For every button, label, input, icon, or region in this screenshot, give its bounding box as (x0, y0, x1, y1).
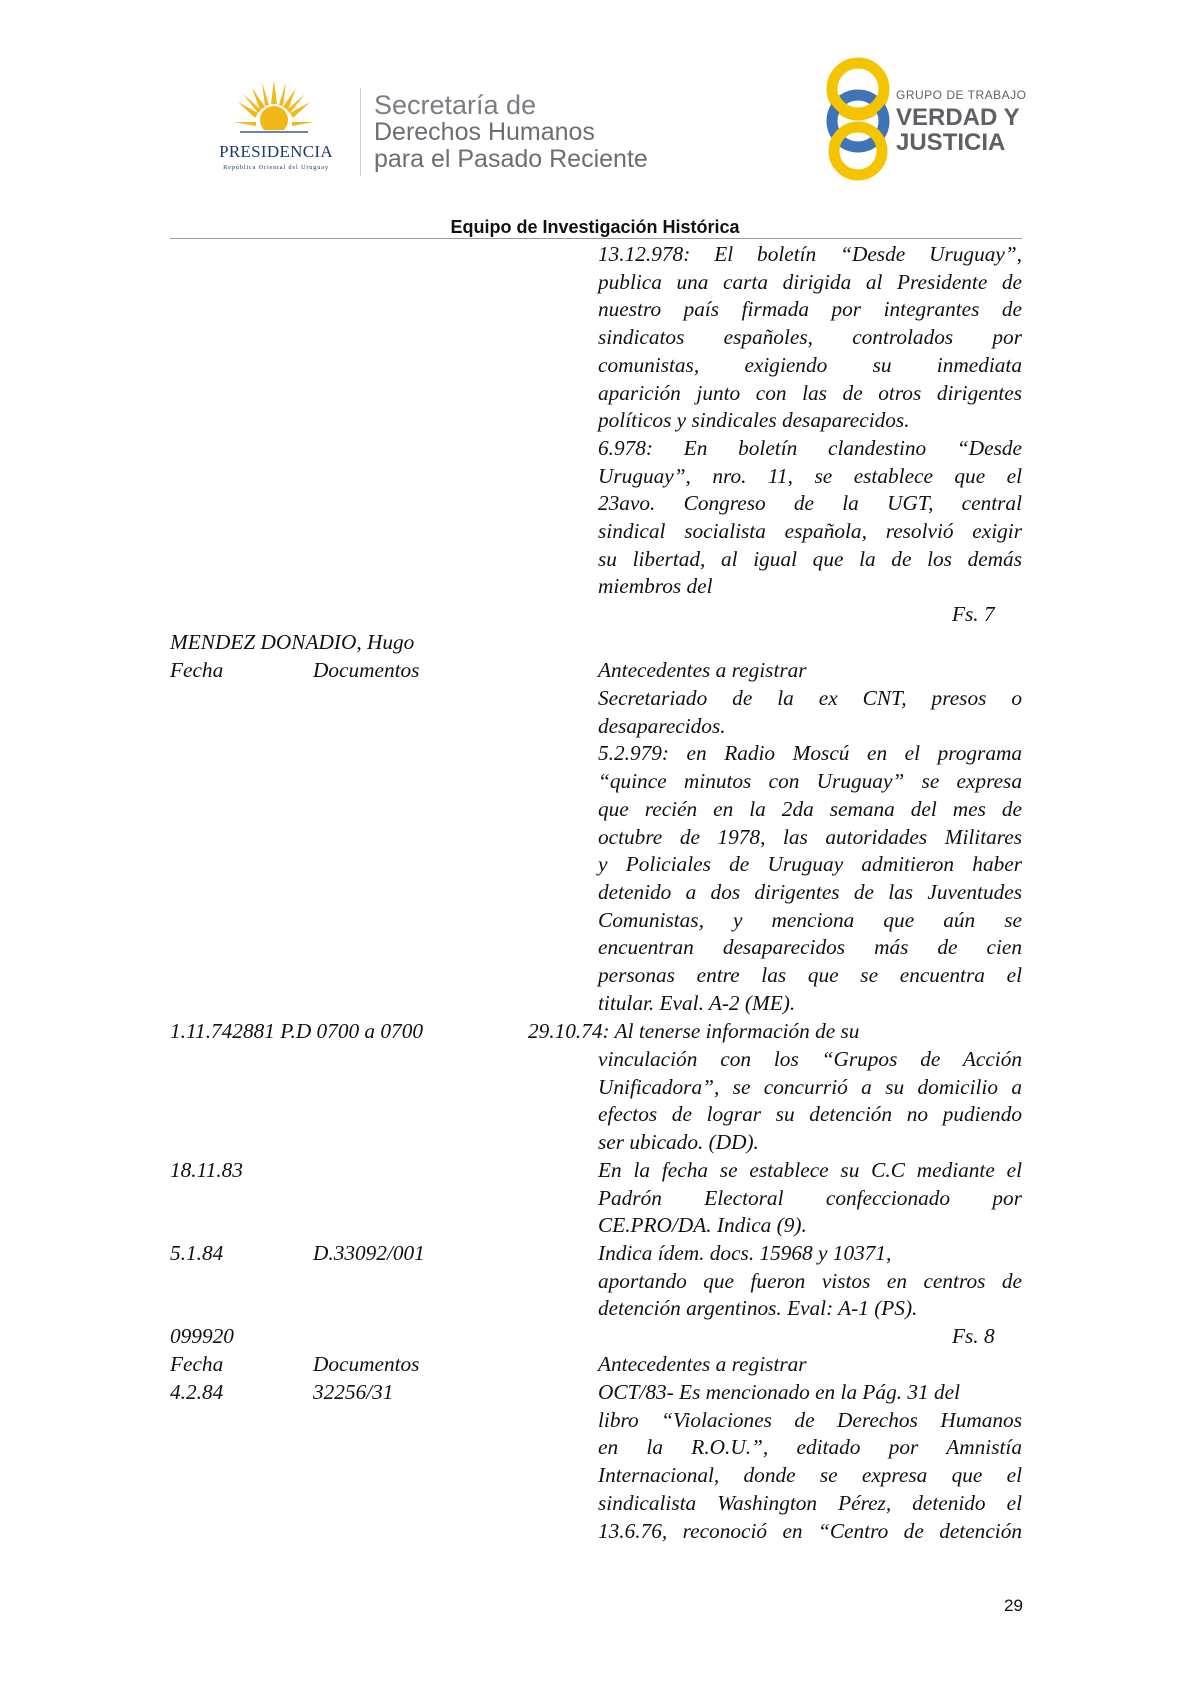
text-line: aportando que fueron vistos en centros de (598, 1268, 1022, 1293)
text-line: Comunistas, y menciona que aún se (598, 907, 1022, 932)
secretaria-line-2: Derechos Humanos (374, 118, 595, 146)
text-line: 13.12.978: El boletín “Desde Uruguay”, (598, 242, 1022, 266)
text-line: sindical socialista española, resolvió exigir (598, 519, 1022, 544)
column-header-fecha: Fecha (170, 658, 224, 682)
entry-fecha: 5.1.84 (170, 1241, 224, 1265)
antecedentes-entry-3 (598, 1240, 1022, 1323)
text-line: personas entre las que se encuentra el (598, 963, 1022, 988)
text-line: 23avo. Congreso de la UGT, central (598, 491, 1022, 516)
text-line: aparición junto con las de otros dirigentes (598, 380, 1022, 405)
text-line: En la fecha se establece su C.C mediante el (598, 1158, 1022, 1182)
gvj-line-1: GRUPO DE TRABAJO (896, 88, 1027, 102)
entry-documento: 32256/31 (313, 1380, 394, 1404)
text-line: Internacional, donde se expresa que el (598, 1463, 1022, 1488)
text-line: nuestro país firmada por integrantes de (598, 297, 1022, 322)
secretaria-logo-text (374, 92, 648, 173)
text-line: octubre de 1978, las autoridades Militares (598, 824, 1022, 849)
column-header-documentos: Documentos (313, 658, 420, 682)
secretaria-line-3: para el Pasado Reciente (374, 145, 648, 173)
gvj-line-2: VERDAD Y (896, 104, 1020, 131)
text-line: encuentran desaparecidos más de cien (598, 935, 1022, 960)
text-line: sindicatos españoles, controlados por (598, 325, 1022, 350)
column-header-fecha: Fecha (170, 1352, 224, 1376)
text-line: detenido a dos dirigentes de las Juventudes (598, 879, 1022, 904)
text-line: libro “Violaciones de Derechos Humanos (598, 1407, 1022, 1432)
antecedentes-block-2 (598, 685, 1022, 1017)
antecedentes-entry-1 (598, 1046, 1022, 1157)
column-header-antecedentes: Antecedentes a registrar (598, 1352, 807, 1376)
gvj-line-3: JUSTICIA (896, 129, 1006, 156)
text-line: ser ubicado. (DD). (598, 1130, 759, 1155)
antecedentes-block-1 (598, 241, 1022, 601)
text-line: titular. Eval. A-2 (ME). (598, 990, 796, 1015)
text-line: políticos y sindicales desaparecidos. (598, 408, 910, 433)
text-line: CE.PRO/DA. Indica (9). (598, 1213, 807, 1238)
text-line: OCT/83- Es mencionado en la Pág. 31 del (598, 1380, 961, 1404)
text-line: Uruguay”, nro. 11, se establece que el (598, 463, 1022, 488)
folio-number: Fs. 7 (952, 602, 995, 626)
text-line: 5.2.979: en Radio Moscú en el programa (598, 741, 1022, 766)
text-line: efectos de lograr su detención no pudiendo (598, 1102, 1022, 1127)
text-line: detención argentinos. Eval: A-1 (PS). (598, 1296, 918, 1321)
column-header-antecedentes: Antecedentes a registrar (598, 658, 807, 682)
presidencia-logo (196, 80, 356, 176)
entry-documento: D.33092/001 (313, 1241, 425, 1265)
header-divider (360, 88, 361, 176)
text-line: publica una carta dirigida al Presidente de (598, 269, 1022, 294)
entry-fecha: 18.11.83 (170, 1158, 243, 1182)
antecedentes-entry-4 (598, 1379, 1022, 1545)
antecedentes-entry-2 (598, 1157, 1022, 1240)
person-name: MENDEZ DONADIO, Hugo (170, 630, 415, 654)
header-rule (170, 238, 1022, 239)
presidencia-name: PRESIDENCIA (219, 142, 333, 161)
text-line: y Policiales de Uruguay admitieron haber (598, 852, 1022, 877)
verdad-justicia-text (896, 88, 1026, 155)
text-line: en la R.O.U.”, editado por Amnistía (598, 1435, 1022, 1460)
entry-fecha-documento: 1.11.742881 P.D 0700 a 0700 (170, 1019, 424, 1043)
text-line: comunistas, exigiendo su inmediata (598, 352, 1022, 377)
text-line: vinculación con los “Grupos de Acción (598, 1047, 1022, 1071)
page-number: 29 (1004, 1596, 1023, 1615)
text-line: Padrón Electoral confeccionado por (598, 1185, 1022, 1210)
text-line: su libertad, al igual que la de los demás (598, 546, 1022, 571)
entry-fecha: 4.2.84 (170, 1380, 224, 1404)
entry-first-line: 29.10.74: Al tenerse información de su (528, 1019, 860, 1043)
column-header-documentos: Documentos (313, 1352, 420, 1376)
file-id: 099920 (170, 1324, 234, 1348)
secretaria-line-1: Secretaría de (374, 90, 537, 120)
sun-icon (234, 80, 314, 144)
text-line: 13.6.76, reconoció en “Centro de detención (598, 1518, 1022, 1543)
text-line: que recién en la 2da semana del mes de (598, 796, 1022, 821)
text-line: 6.978: En boletín clandestino “Desde (598, 435, 1022, 460)
text-line: “quince minutos con Uruguay” se expresa (598, 769, 1022, 794)
folio-number: Fs. 8 (952, 1324, 995, 1348)
presidencia-subtitle: República Oriental del Uruguay (223, 164, 329, 171)
text-line: Secretariado de la ex CNT, presos o (598, 686, 1022, 710)
text-line: Indica ídem. docs. 15968 y 10371, (598, 1241, 892, 1265)
verdad-justicia-rings-icon (818, 55, 908, 183)
text-line: sindicalista Washington Pérez, detenido el (598, 1490, 1022, 1515)
team-title: Equipo de Investigación Histórica (450, 217, 740, 237)
text-line: Unificadora”, se concurrió a su domicilio a (598, 1074, 1022, 1099)
text-line: desaparecidos. (598, 713, 726, 738)
text-line: miembros del (598, 574, 713, 599)
